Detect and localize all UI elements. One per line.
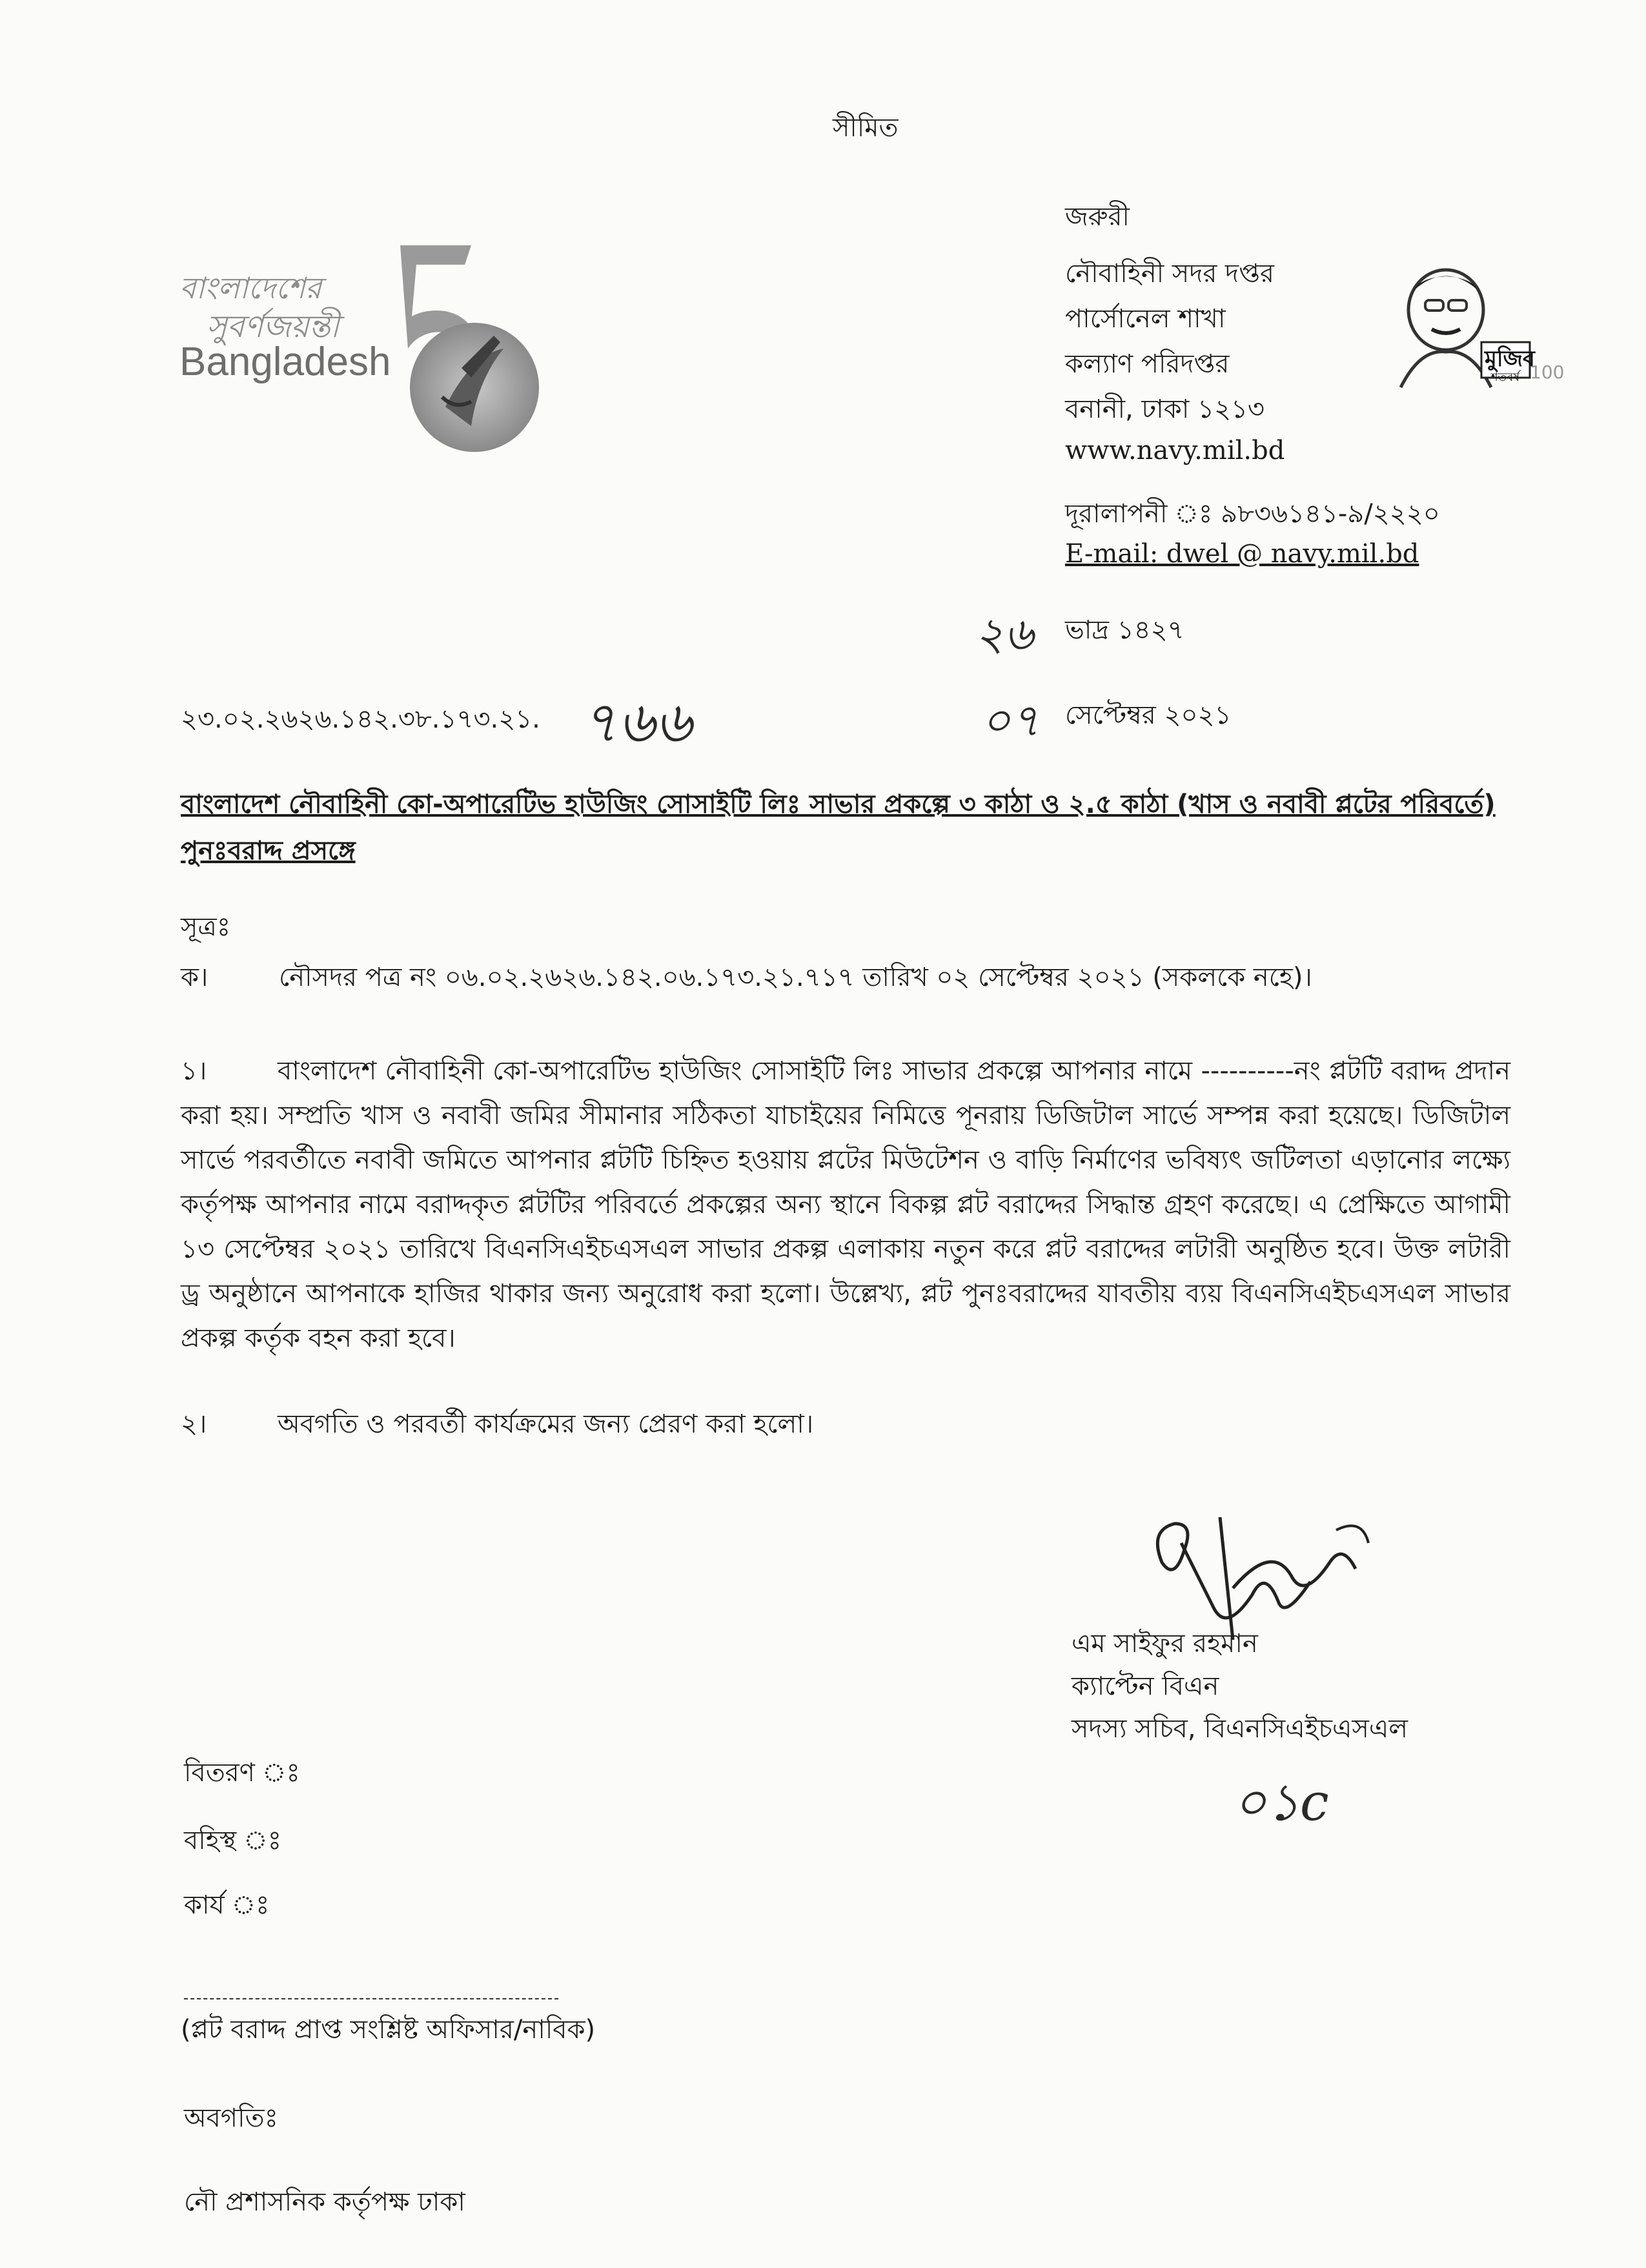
english-date-day: ০৭	[981, 694, 1041, 747]
logo-line2: সুবর্ণজয়ন্তী	[207, 309, 340, 345]
memo-number: ২৩.০২.২৬২৬.১৪২.৩৮.১৭৩.২১.	[181, 704, 540, 734]
bangla-date-month: ভাদ্র ১৪২৭	[1065, 615, 1184, 645]
bangla-date-day: ২৬	[975, 608, 1034, 660]
bangladesh-50-logo	[168, 239, 581, 452]
letter-subject: বাংলাদেশ নৌবাহিনী কো-অপারেটিভ হাউজিং সোসাইটি লিঃ সাভার প্রকল্পে ৩ কাঠা ও ২.৫ কাঠা (খাস ও নবাবী প্লটের পরিবর্তে) পুনঃবরাদ্দ প্রসঙ্গে	[181, 790, 1496, 866]
signatory-designation: সদস্য সচিব, বিএনসিএইচএসএল	[1072, 1714, 1408, 1744]
action-label: কার্য ঃ	[184, 1890, 270, 1920]
distribution-label: বিতরণ ঃ	[184, 1758, 300, 1788]
external-label: বহিস্থ ঃ	[184, 1826, 282, 1855]
phone-number: দূরালাপনী ঃ ৯৮৩৬১৪১-৯/২২২০	[1065, 499, 1440, 529]
paragraph-2	[181, 1402, 1510, 1447]
address-line-2: পার্সোনেল শাখা	[1065, 304, 1226, 334]
paragraph-1	[181, 1049, 1510, 1361]
paragraph-1-number: ১।	[181, 1056, 207, 1086]
paragraph-2-text: অবগতি ও পরবর্তী কার্যক্রমের জন্য প্রেরণ করা হলো।	[278, 1409, 814, 1439]
memo-number-handwritten: ৭৬৬	[581, 689, 692, 755]
address-line-3: কল্যাণ পরিদপ্তর	[1065, 349, 1230, 379]
signatory-rank: ক্যাপ্টেন বিএন	[1072, 1671, 1219, 1701]
logo-bangladesh-text: Bangladesh	[179, 340, 391, 384]
recipient-blank-line	[184, 1998, 558, 1999]
paragraph-2-number: ২।	[181, 1409, 207, 1439]
info-label: অবগতিঃ	[184, 2103, 278, 2133]
english-date-month: সেপ্টেম্বর ২০২১	[1065, 700, 1232, 730]
mujib-text: মুজিব	[1485, 346, 1535, 372]
logo-line1: বাংলাদেশের	[179, 271, 322, 305]
classification-label: সীমিত	[833, 113, 899, 143]
mujib-sub: শতবর্ষ	[1491, 371, 1520, 384]
address-line-1: নৌবাহিনী সদর দপ্তর	[1065, 259, 1274, 289]
address-line-4: বনানী, ঢাকা ১২১৩	[1065, 394, 1265, 424]
mujib-100-logo	[1375, 265, 1569, 394]
mujib-100: 100	[1530, 362, 1565, 383]
urgency-label: জরুরী	[1065, 202, 1130, 232]
website-link[interactable]: www.navy.mil.bd	[1065, 436, 1285, 465]
initials-handwritten: ০১c	[1233, 1772, 1329, 1832]
reference-item-no: ক।	[181, 963, 208, 992]
reference-label: সূত্রঃ	[181, 912, 231, 942]
paragraph-1-text: বাংলাদেশ নৌবাহিনী কো-অপারেটিভ হাউজিং সোসাইটি লিঃ সাভার প্রকল্পে আপনার নামে ----------নং প্লটটি বরাদ্দ প্রদান করা হয়। সম্প্রতি খাস ও নবাবী জমির সীমানার সঠিকতা যাচাইয়ের নিমিত্তে পূনরায় ডিজিটাল সার্ভে সম্পন্ন করা হয়েছে। ডিজিটাল সার্ভে পরবর্তীতে নবাবী জমিতে আপনার প্লটটি চিহ্নিত হওয়ায় প্লটের মিউটেশন ও বাড়ি নির্মাণের ভবিষ্যৎ জটিলতা এড়ানোর লক্ষ্যে কর্তৃপক্ষ আপনার নামে বরাদ্দকৃত প্লটটির পরিবর্তে প্রকল্পের অন্য স্থানে বিকল্প প্লট বরাদ্দের সিদ্ধান্ত গ্রহণ করেছে। এ প্রেক্ষিতে আগামী ১৩ সেপ্টেম্বর ২০২১ তারিখে বিএনসিএইচএসএল সাভার প্রকল্প এলাকায় নতুন করে প্লট বরাদ্দের লটারী অনুষ্ঠিত হবে। উক্ত লটারী ড্র অনুষ্ঠানে আপনাকে হাজির থাকার জন্য অনুরোধ করা হলো। উল্লেখ্য, প্লট পুনঃবরাদ্দের যাবতীয় ব্যয় বিএনসিএইচএসএল সাভার প্রকল্প কর্তৃক বহন করা হবে।	[181, 1056, 1510, 1353]
info-recipient: নৌ প্রশাসনিক কর্তৃপক্ষ ঢাকা	[184, 2187, 465, 2217]
signatory-name: এম সাইফুর রহমান	[1072, 1629, 1258, 1659]
reference-text: নৌসদর পত্র নং ০৬.০২.২৬২৬.১৪২.০৬.১৭৩.২১.৭১৭ তারিখ ০২ সেপ্টেম্বর ২০২১ (সকলকে নহে)।	[279, 963, 1312, 992]
recipient-note: (প্লট বরাদ্দ প্রাপ্ত সংশ্লিষ্ট অফিসার/নাবিক)	[181, 2015, 596, 2045]
email-link[interactable]: E-mail: dwel @ navy.mil.bd	[1065, 539, 1419, 569]
